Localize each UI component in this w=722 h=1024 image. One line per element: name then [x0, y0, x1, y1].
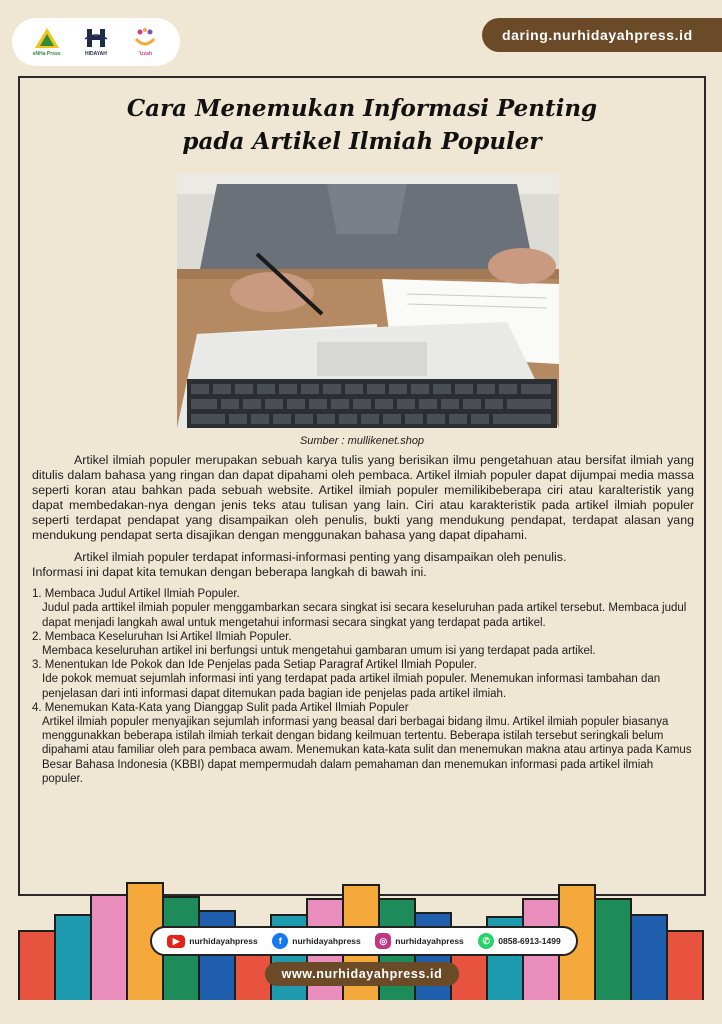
decor-bar: [594, 898, 632, 1002]
website-url-badge[interactable]: www.nurhidayahpress.id: [265, 962, 459, 986]
site-url-badge[interactable]: daring.nurhidayahpress.id: [482, 18, 722, 52]
whatsapp-icon: ✆: [478, 933, 494, 949]
decor-bar: [18, 930, 56, 1002]
step-description: Judul pada arttikel ilmiah populer menggambarkan secara singkat isi secara keseluruhan pada artikel tersebut. Membaca judul dapat menjadi langkah awal untuk mengetahui informasi secara singkat yang terdapat pada artikel.: [42, 602, 687, 629]
social-handle: nurhidayahpress: [292, 936, 361, 946]
list-item: [32, 630, 694, 658]
izzah-logo: [123, 27, 167, 57]
logo-label: 'izzah: [138, 51, 153, 57]
article-frame: [18, 76, 706, 896]
list-item: [32, 701, 694, 786]
izzah-mark-icon: [132, 27, 158, 49]
article-title: [20, 92, 704, 158]
decor-bar: [54, 914, 92, 1002]
decor-bar: [630, 914, 668, 1002]
step-description: Membaca keseluruhan artikel ini berfungsi untuk mengetahui gambaran umum isi yang terdapat pada artikel.: [42, 645, 596, 658]
steps-list: [32, 587, 694, 786]
photo-caption: Sumber : mullikenet.shop: [299, 435, 425, 447]
page-bottom-margin: [0, 1000, 722, 1024]
facebook-link[interactable]: [272, 933, 361, 949]
step-title: 2. Membaca Keseluruhan Isi Artikel Ilmiah Populer.: [32, 630, 292, 643]
decor-bar: [198, 910, 236, 1002]
social-handle: nurhidayahpress: [189, 936, 258, 946]
facebook-icon: f: [272, 933, 288, 949]
social-handle: nurhidayahpress: [395, 936, 464, 946]
logo-label: HIDAYAH: [85, 51, 107, 57]
social-links-bar: [150, 926, 578, 956]
hidayah-mark-icon: [83, 27, 109, 49]
step-title: 4. Menemukan Kata-Kata yang Dianggap Sulit pada Artikel Ilmiah Populer: [32, 701, 409, 714]
step-description: Ide pokok memuat sejumlah informasi inti yang terdapat pada artikel ilmiah populer. Menemukan informasi tambahan dan penjelasan dari inti informasi dapat ditemukan pada bagian ide penjelas pada artikel ilmiah.: [42, 673, 661, 700]
article-body: [32, 453, 694, 786]
whatsapp-link[interactable]: [478, 933, 560, 949]
publisher-logos: [12, 18, 180, 66]
decor-bar: [666, 930, 704, 1002]
paragraph-1: Artikel ilmiah populer merupakan sebuah karya tulis yang berisikan ilmu pengetahuan atau bersifat ilmiah yang ditulis dalam bahasa yang ringan dan dapat dipahami oleh pembaca. Artikel ilmiah populer dapat dijumpai media massa seperti koran atau bahkan pada sebuah website. Artikel ilmiah populer memilikibeberapa ciri atau karalteristik yang dapat membedakan-nya dengan jenis teks atau tulisan yang lain. Ciri atau karakteristik pada artikel ilmiah populer seperti terdapat pendapat yang disampaikan oleh penulis, bukti yang mendukung pendapat, terdapat alasan yang mendukung pendapat serta disajikan dengan menggunakan bahasa yang dapat dipahami.: [32, 453, 694, 542]
list-item: [32, 658, 694, 701]
youtube-link[interactable]: [167, 935, 258, 948]
social-handle: 0858-6913-1499: [498, 936, 561, 946]
decor-bar: [90, 894, 128, 1002]
enha-press-mark-icon: [34, 27, 60, 49]
logo-label: eNHa Press: [32, 51, 61, 57]
hidayah-logo: [74, 27, 118, 57]
instagram-link[interactable]: [375, 933, 464, 949]
title-line-2: pada Artikel Ilmiah Populer: [182, 128, 542, 155]
step-title: 3. Menentukan Ide Pokok dan Ide Penjelas pada Setiap Paragraf Artikel Ilmiah Populer.: [32, 659, 477, 672]
instagram-icon: ◎: [375, 933, 391, 949]
enha-press-logo: [25, 27, 69, 57]
step-title: 1. Membaca Judul Artikel Ilmiah Populer.: [32, 588, 240, 601]
writing-desk-illustration-icon: [177, 174, 559, 428]
youtube-icon: ▶: [167, 935, 185, 948]
list-item: [32, 587, 694, 630]
paragraph-3: Informasi ini dapat kita temukan dengan beberapa langkah di bawah ini.: [32, 565, 427, 580]
step-description: Artikel ilmiah populer menyajikan sejumlah informasi yang beasal dari berbagai bidang ilmu. Artikel ilmiah populer biasanya menggunakkan beberapa istilah ilmiah terkait dengan bidang keilmuan tertentu. Beberapa istilah tersebut seringkali belum dipahami atau familiar oleh para pembaca awam. Menemukan kata-kata sulit dan menemukan makna atau artinya pada Kamus Besar Bahasa Indonesia (KBBI) dapat mempermudah dalam pemahaman dan menemukan informasi pada artikel ilmiah populer.: [42, 716, 692, 785]
article-photo: [177, 174, 559, 428]
paragraph-2: Artikel ilmiah populer terdapat informasi-informasi penting yang disampaikan oleh penulis.: [74, 550, 567, 565]
title-line-1: Cara Menemukan Informasi Penting: [126, 95, 598, 122]
